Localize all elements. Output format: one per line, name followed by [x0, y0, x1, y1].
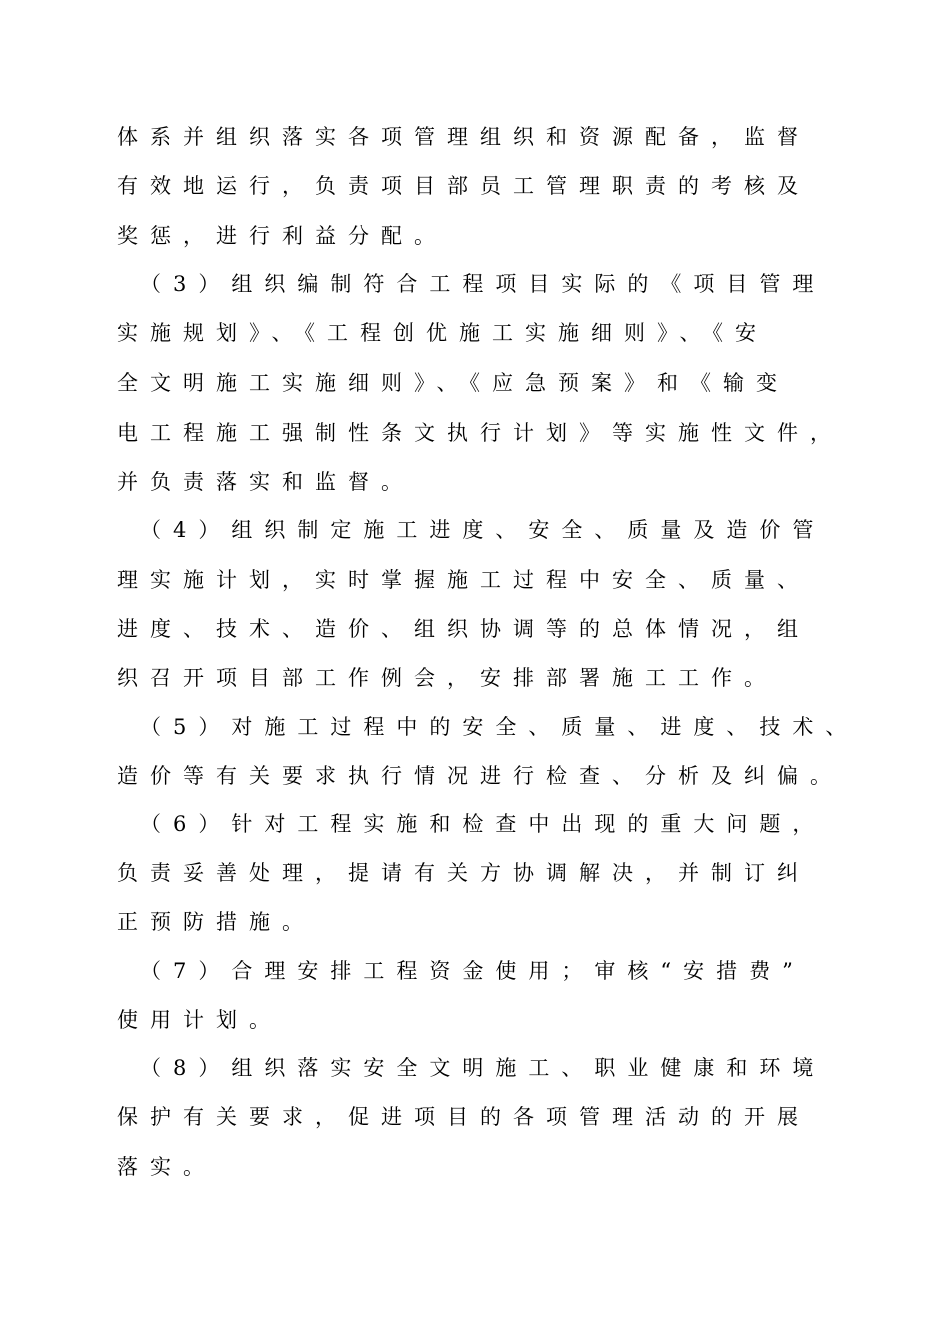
- text-line: 理实施计划，实时掌握施工过程中安全、质量、: [117, 568, 810, 592]
- text-line: 奖惩，进行利益分配。: [117, 224, 447, 248]
- text-line: 造价等有关要求执行情况进行检查、分析及纠偏。: [117, 764, 843, 788]
- text-line: 体系并组织落实各项管理组织和资源配备，监督: [117, 125, 810, 149]
- paragraph-5-start: （5）对施工过程中的安全、质量、进度、技术、: [140, 715, 859, 739]
- paragraph-6-start: （6）针对工程实施和检查中出现的重大问题，: [140, 812, 826, 836]
- text-line: 织召开项目部工作例会，安排部署施工工作。: [117, 666, 777, 690]
- text-line: 保护有关要求，促进项目的各项管理活动的开展: [117, 1105, 810, 1129]
- text-line: 并负责落实和监督。: [117, 470, 414, 494]
- text-line: 进度、技术、造价、组织协调等的总体情况，组: [117, 617, 810, 641]
- text-line: 使用计划。: [117, 1008, 282, 1032]
- text-line: 有效地运行，负责项目部员工管理职责的考核及: [117, 174, 810, 198]
- text-line: 落实。: [117, 1155, 216, 1179]
- paragraph-4-start: （4）组织制定施工进度、安全、质量及造价管: [140, 518, 826, 542]
- text-line: 负责妥善处理，提请有关方协调解决，并制订纠: [117, 861, 810, 885]
- paragraph-8-start: （8）组织落实安全文明施工、职业健康和环境: [140, 1056, 826, 1080]
- text-line: 正预防措施。: [117, 910, 315, 934]
- paragraph-3-start: （3）组织编制符合工程项目实际的《项目管理: [140, 272, 826, 296]
- text-line: 电工程施工强制性条文执行计划》等实施性文件，: [117, 421, 843, 445]
- text-line: 实施规划》、《工程创优施工实施细则》、《安: [117, 321, 768, 345]
- paragraph-7-start: （7）合理安排工程资金使用；审核“安措费”: [140, 959, 805, 983]
- text-line: 全文明施工实施细则》、《应急预案》和《输变: [117, 371, 789, 395]
